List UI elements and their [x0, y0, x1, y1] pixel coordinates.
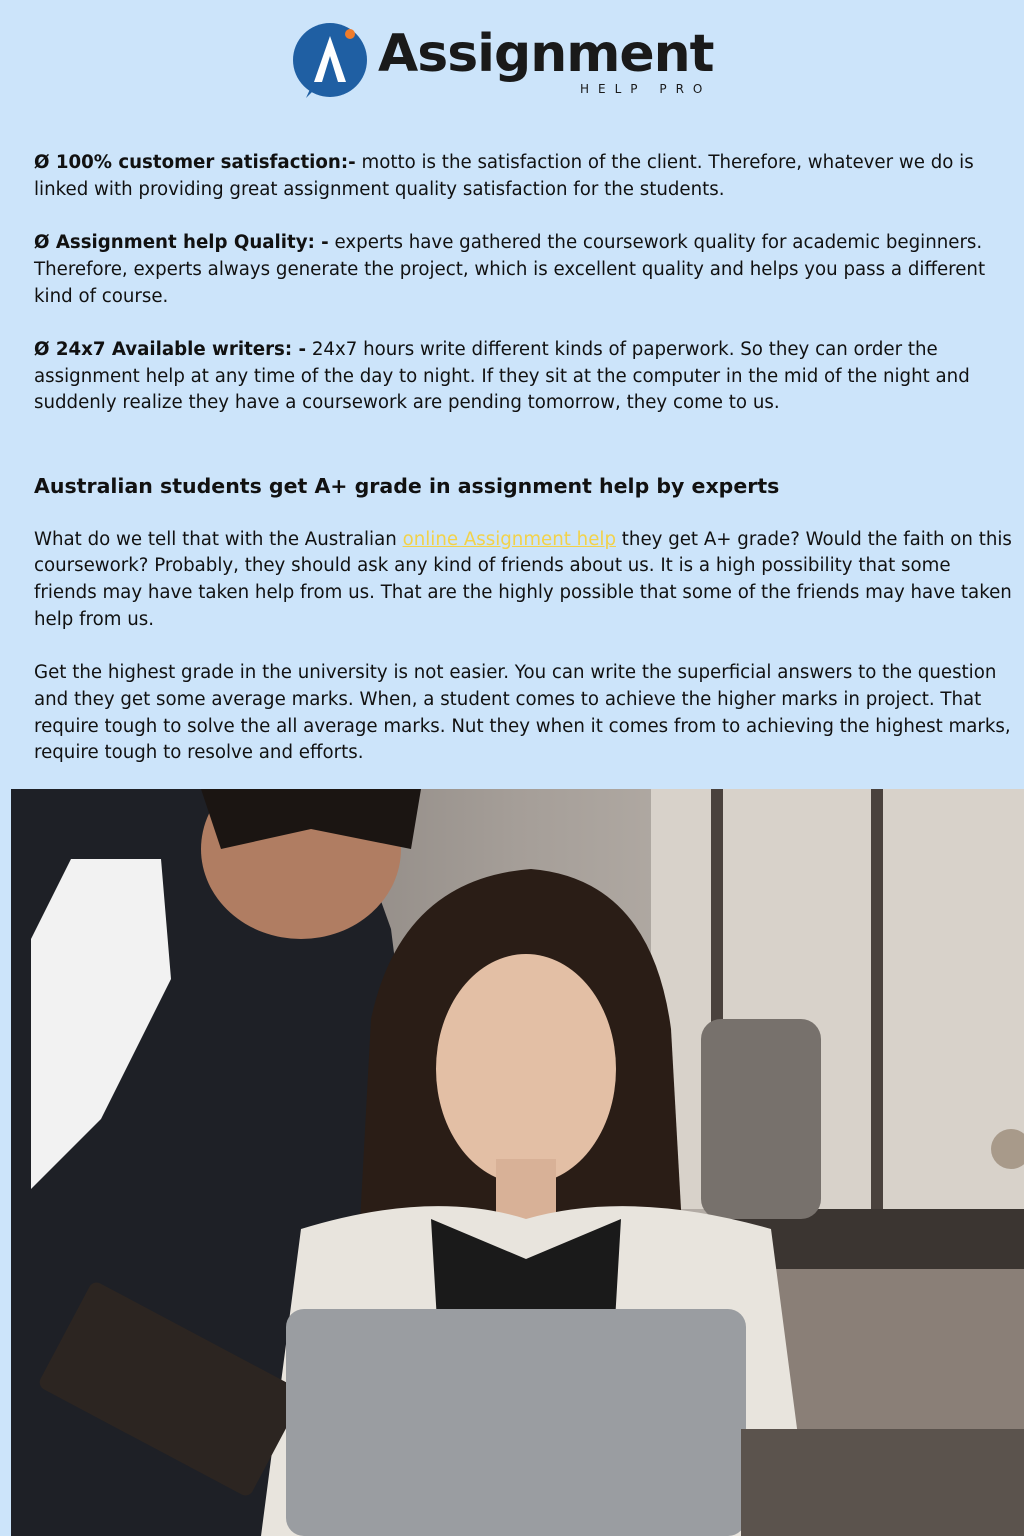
bullet-marker: Ø [34, 152, 50, 173]
point-quality [34, 230, 1016, 310]
paragraph-text: What do we tell that with the Australian [34, 528, 397, 550]
logo-a-icon [292, 20, 372, 100]
paragraph-text: they get A+ grade? Would the faith on this coursework? Probably, they should ask any kind of friends about us. It is a high possibility that some friends may have taken help from us. That are the highly possible that some of the friends may have taken help from us. [34, 528, 1012, 630]
logo-wordmark: Assignment [378, 24, 714, 84]
photo-two-people-laptop [11, 789, 1024, 1536]
point-writers [34, 337, 1016, 417]
point-text: experts have gathered the coursework quality for academic beginners. Therefore, experts always generate the project, which is excellent quality and helps you pass a different kind of course. [34, 232, 986, 307]
section-paragraph-2: Get the highest grade in the university is not easier. You can write the superficial answers to the question and they get some average marks. When, a student comes to achieve the higher marks in project. That require tough to solve the all average marks. Nut they when it comes from to achieving the highest marks, require tough to resolve and efforts. [34, 662, 1011, 764]
spacer [34, 444, 1016, 472]
photo-illustration [11, 789, 1024, 1536]
section-paragraph-1 [34, 527, 1016, 634]
point-satisfaction [34, 150, 1016, 203]
main-content [34, 150, 1016, 794]
section-heading: Australian students get A+ grade in assignment help by experts [34, 473, 780, 498]
logo-tagline: HELP PRO [580, 82, 712, 96]
point-title: 24x7 Available writers: - [55, 338, 307, 360]
online-assignment-help-link[interactable]: online Assignment help [402, 528, 616, 550]
bullet-marker: Ø [34, 232, 50, 254]
point-text: 24x7 hours write different kinds of paperwork. So they can order the assignment help at any time of the day to night. If they sit at the computer in the mid of the night and suddenly realize they have a coursework are pending tomorrow, they come to us. [34, 338, 970, 414]
brand-logo [292, 20, 712, 102]
point-text: motto is the satisfaction of the client. Therefore, whatever we do is linked with providing great assignment quality satisfaction for the students. [34, 152, 974, 200]
point-title: Assignment help Quality: - [55, 232, 329, 254]
point-title: 100% customer satisfaction:- [55, 152, 356, 173]
bullet-marker: Ø [34, 338, 50, 360]
